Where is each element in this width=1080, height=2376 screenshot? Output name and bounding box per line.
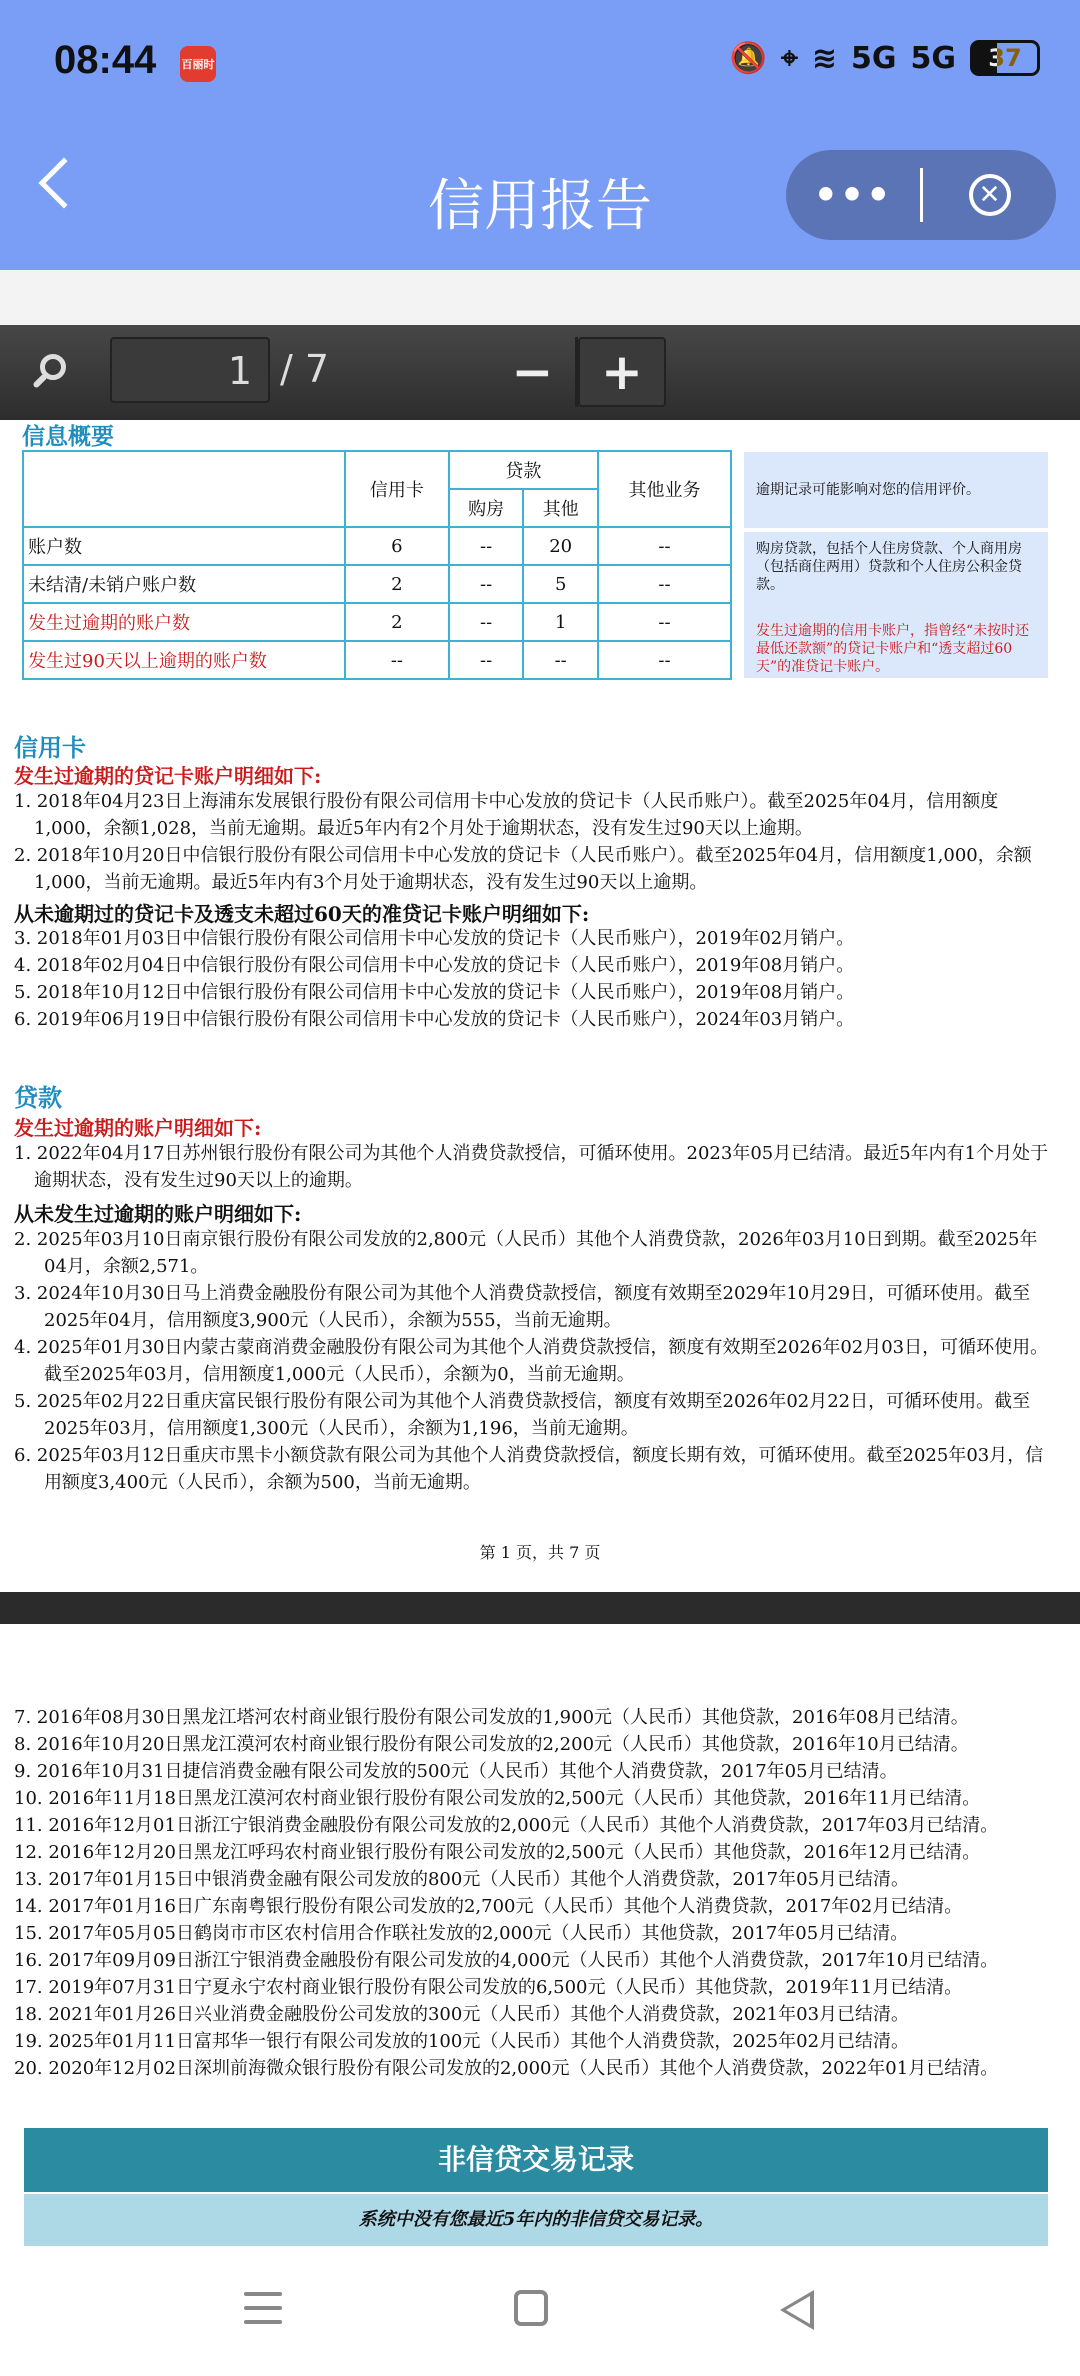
list-item: 4. 2018年02月04日中信银行股份有限公司信用卡中心发放的贷记卡（人民币账户），2019年08月销户。 (14, 955, 855, 976)
zoom-controls (490, 337, 666, 407)
list-item: 5. 2025年02月22日重庆富民银行股份有限公司为其他个人消费贷款授信，额度有效期至2026年02月22日，可循环使用。截至2025年03月，信用额度1,300元（人民币），余额为1,196，当前无逾期。 (14, 1391, 1031, 1439)
cc-normal-heading: 从未逾期过的贷记卡及透支未超过60天的准贷记卡账户明细如下: (14, 902, 590, 926)
loan-normal-heading: 从未发生过逾期的账户明细如下: (14, 1202, 302, 1226)
mute-icon: 🔕 (729, 40, 767, 76)
app-badge-icon: 百丽时 (180, 46, 216, 82)
header-other-business: 其他业务 (598, 451, 731, 527)
list-item: 2. 2018年10月20日中信银行股份有限公司信用卡中心发放的贷记卡（人民币账户）。截至2025年04月，信用额度1,000，余额1,000，当前无逾期。最近5年内有3个月处于逾期状态，没有发生过90天以上逾期。 (14, 845, 1032, 893)
list-item: 17. 2019年07月31日宁夏永宁农村商业银行股份有限公司发放的6,500元（人民币）其他贷款，2019年11月已结清。 (14, 1977, 963, 1998)
overview-table (22, 450, 732, 680)
home-icon[interactable] (514, 2290, 548, 2326)
list-item: 15. 2017年05月05日鹤岗市市区农村信用合作联社发放的2,000元（人民币）其他贷款，2017年05月已结清。 (14, 1923, 909, 1944)
zoom-in-button[interactable]: + (578, 337, 666, 407)
status-icons (730, 40, 1040, 76)
header-gap (0, 270, 1080, 325)
section-loan: 贷款 (14, 1084, 62, 1112)
list-item: 12. 2016年12月20日黑龙江呼玛农村商业银行股份有限公司发放的2,500元（人民币）其他贷款，2016年12月已结清。 (14, 1842, 981, 1863)
location-icon: ⌖ (780, 40, 798, 76)
note-overdue: 逾期记录可能影响对您的信用评价。 (744, 452, 1048, 528)
list-item: 19. 2025年01月11日富邦华一银行有限公司发放的100元（人民币）其他个人消费贷款，2025年02月已结清。 (14, 2031, 910, 2052)
wifi-icon: ≋ (811, 40, 837, 76)
list-item: 5. 2018年10月12日中信银行股份有限公司信用卡中心发放的贷记卡（人民币账户），2019年08月销户。 (14, 982, 855, 1003)
list-item: 18. 2021年01月26日兴业消费金融股份公司发放的300元（人民币）其他个人消费贷款，2021年03月已结清。 (14, 2004, 910, 2025)
list-item: 11. 2016年12月01日浙江宁银消费金融股份有限公司发放的2,000元（人民币）其他个人消费贷款，2017年03月已结清。 (14, 1815, 999, 1836)
table-row: 未结清/未销户账户数 2 -- 5 -- (23, 565, 731, 603)
overview-title: 信息概要 (22, 424, 114, 450)
page-number-input[interactable]: 1 (110, 337, 270, 403)
more-button[interactable]: ••• (813, 173, 893, 217)
loan-overdue-heading: 发生过逾期的账户明细如下: (14, 1116, 262, 1140)
header-housing: 购房 (449, 489, 524, 527)
search-icon[interactable] (30, 350, 70, 390)
signal-5g-icon-2: 5G (910, 40, 956, 76)
list-item: 3. 2024年10月30日马上消费金融股份有限公司为其他个人消费贷款授信，额度有效期至2029年10月29日，可循环使用。截至2025年04月，信用额度3,900元（人民币），余额为555，当前无逾期。 (14, 1283, 1031, 1331)
status-time: 08:44 (54, 38, 157, 82)
header-credit-card: 信用卡 (345, 451, 449, 527)
list-item: 2. 2025年03月10日南京银行股份有限公司发放的2,800元（人民币）其他个人消费贷款，2026年03月10日到期。截至2025年04月，余额2,571。 (14, 1229, 1038, 1277)
page-total: / 7 (280, 347, 330, 391)
non-credit-note: 系统中没有您最近5年内的非信贷交易记录。 (24, 2194, 1048, 2246)
section-credit-card: 信用卡 (14, 734, 86, 762)
nav-back-icon[interactable] (780, 2290, 814, 2330)
list-item: 6. 2025年03月12日重庆市黑卡小额贷款有限公司为其他个人消费贷款授信，额度长期有效，可循环使用。截至2025年03月，信用额度3,400元（人民币），余额为500，当前无逾期。 (14, 1445, 1044, 1493)
close-button[interactable] (923, 174, 1056, 216)
list-item: 8. 2016年10月20日黑龙江漠河农村商业银行股份有限公司发放的2,200元（人民币）其他贷款，2016年10月已结清。 (14, 1734, 969, 1755)
table-row: 发生过逾期的账户数 2 -- 1 -- (23, 603, 731, 641)
table-row: 发生过90天以上逾期的账户数 -- -- -- -- (23, 641, 731, 679)
page-separator (0, 1592, 1080, 1624)
header-other: 其他 (523, 489, 598, 527)
note-overdue-card: 发生过逾期的信用卡账户，指曾经“未按时还最低还款额”的贷记卡账户和“透支超过60天”的准贷记卡账户。 (744, 614, 1048, 678)
battery-icon (970, 40, 1040, 76)
battery-level: 37 (988, 44, 1022, 72)
list-item: 9. 2016年10月31日捷信消费金融有限公司发放的500元（人民币）其他个人消费贷款，2017年05月已结清。 (14, 1761, 898, 1782)
page-footer: 第 1 页，共 7 页 (479, 1543, 601, 1562)
list-item: 13. 2017年01月15日中银消费金融有限公司发放的800元（人民币）其他个人消费贷款，2017年05月已结清。 (14, 1869, 910, 1890)
mini-program-capsule (786, 150, 1056, 240)
list-item: 7. 2016年08月30日黑龙江塔河农村商业银行股份有限公司发放的1,900元（人民币）其他贷款，2016年08月已结清。 (14, 1707, 969, 1728)
app-header (0, 0, 1080, 270)
recent-apps-icon[interactable] (244, 2292, 282, 2334)
list-item: 20. 2020年12月02日深圳前海微众银行股份有限公司发放的2,000元（人民币）其他个人消费贷款，2022年01月已结清。 (14, 2058, 999, 2079)
list-item: 1. 2018年04月23日上海浦东发展银行股份有限公司信用卡中心发放的贷记卡（人民币账户）。截至2025年04月，信用额度1,000，余额1,028，当前无逾期。最近5年内有2个月处于逾期状态，没有发生过90天以上逾期。 (14, 791, 999, 839)
close-icon: ✕ (969, 174, 1011, 216)
list-item: 1. 2022年04月17日苏州银行股份有限公司为其他个人消费贷款授信，可循环使用。2023年05月已结清。最近5年内有1个月处于逾期状态，没有发生过90天以上的逾期。 (14, 1143, 1049, 1191)
table-row: 账户数 6 -- 20 -- (23, 527, 731, 565)
system-nav-bar (0, 2248, 1080, 2376)
list-item: 14. 2017年01月16日广东南粤银行股份有限公司发放的2,700元（人民币）其他个人消费贷款，2017年02月已结清。 (14, 1896, 963, 1917)
list-item: 6. 2019年06月19日中信银行股份有限公司信用卡中心发放的贷记卡（人民币账户），2024年03月销户。 (14, 1009, 855, 1030)
list-item: 10. 2016年11月18日黑龙江漠河农村商业银行股份有限公司发放的2,500元（人民币）其他贷款，2016年11月已结清。 (14, 1788, 981, 1809)
list-item: 16. 2017年09月09日浙江宁银消费金融股份有限公司发放的4,000元（人民币）其他个人消费贷款，2017年10月已结清。 (14, 1950, 999, 1971)
zoom-out-button[interactable]: − (490, 337, 578, 407)
note-housing: 购房贷款，包括个人住房贷款、个人商用房（包括商住两用）贷款和个人住房公积金贷款。 (744, 532, 1048, 620)
signal-5g-icon: 5G (851, 40, 897, 76)
list-item: 3. 2018年01月03日中信银行股份有限公司信用卡中心发放的贷记卡（人民币账户），2019年02月销户。 (14, 928, 855, 949)
cc-overdue-heading: 发生过逾期的贷记卡账户明细如下: (14, 764, 322, 788)
non-credit-title: 非信贷交易记录 (24, 2128, 1048, 2192)
page-title: 信用报告 (428, 174, 652, 239)
header-loan: 贷款 (449, 451, 598, 489)
list-item: 4. 2025年01月30日内蒙古蒙商消费金融股份有限公司为其他个人消费贷款授信，额度有效期至2026年02月03日，可循环使用。截至2025年03月，信用额度1,000元（人民币），余额为0，当前无逾期。 (14, 1337, 1049, 1385)
pdf-toolbar (0, 325, 1080, 420)
